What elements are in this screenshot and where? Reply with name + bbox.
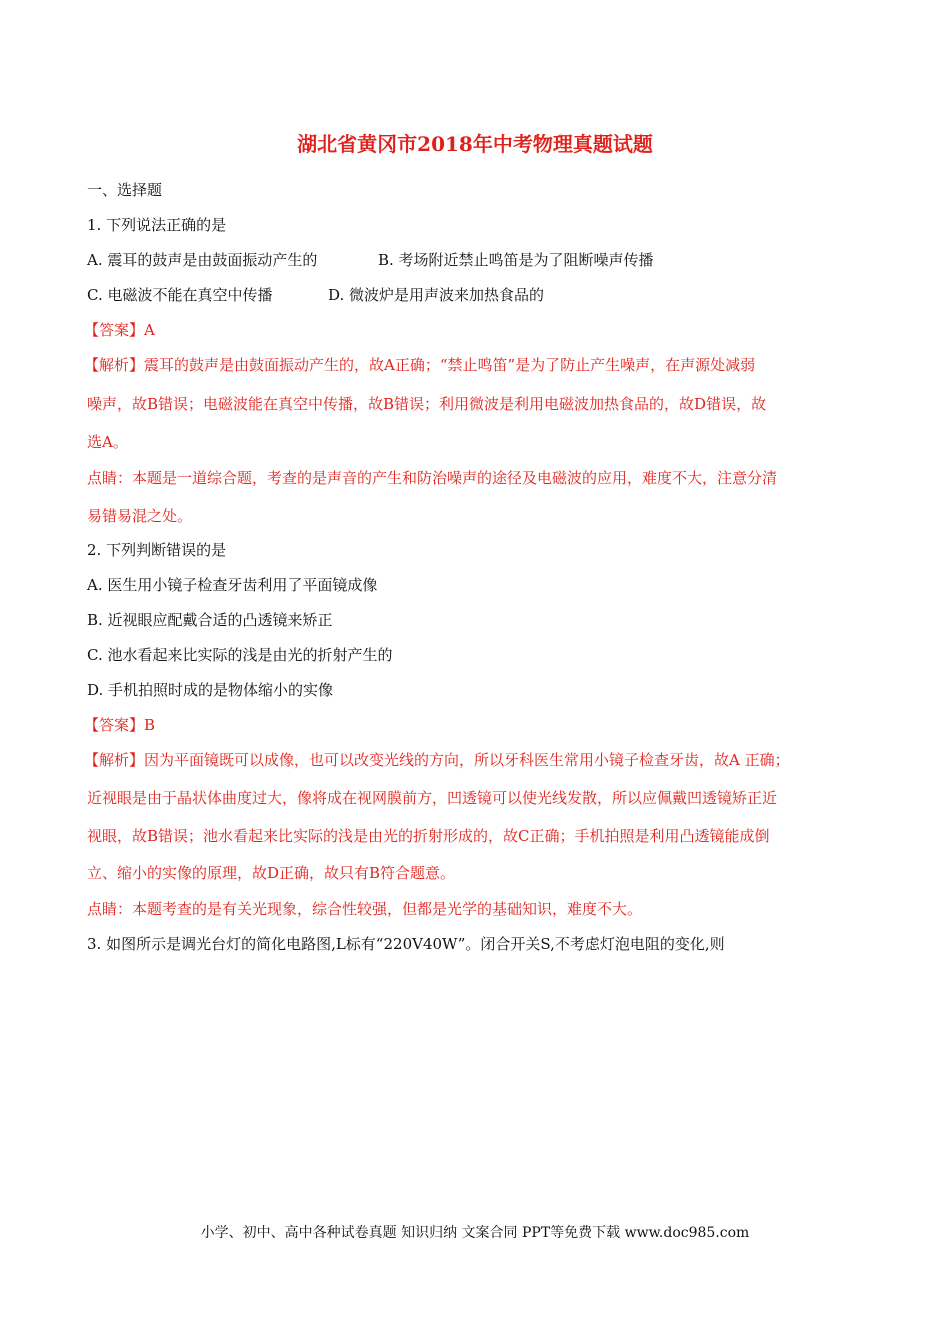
question-2-answer: 【答案】B <box>84 716 156 734</box>
question-2-option-b: B. 近视眼应配戴合适的凸透镜来矫正 <box>87 611 333 629</box>
question-2-analysis-line: 立、缩小的实像的原理，故D正确，故只有B符合题意。 <box>87 864 456 882</box>
question-2-analysis-line: 视眼，故B错误；池水看起来比实际的浅是由光的折射形成的，故C正确；手机拍照是利用凸透镜能成倒 <box>87 827 770 845</box>
question-2-stem: 2. 下列判断错误的是 <box>87 541 227 559</box>
question-1-option-b: B. 考场附近禁止鸣笛是为了阻断噪声传播 <box>378 251 654 269</box>
question-2-option-d: D. 手机拍照时成的是物体缩小的实像 <box>87 681 334 699</box>
question-2-option-c: C. 池水看起来比实际的浅是由光的折射产生的 <box>87 646 393 664</box>
question-1-analysis-line: 【解析】震耳的鼓声是由鼓面振动产生的，故A正确；“禁止鸣笛”是为了防止产生噪声，在声源处减弱 <box>84 356 756 374</box>
question-1-option-c: C. 电磁波不能在真空中传播 <box>87 286 273 304</box>
question-1-analysis-line: 噪声，故B错误；电磁波能在真空中传播，故B错误；利用微波是利用电磁波加热食品的，故D错误，故 <box>87 395 767 413</box>
question-1-option-a: A. 震耳的鼓声是由鼓面振动产生的 <box>87 251 318 269</box>
question-2-note: 点睛：本题考查的是有关光现象，综合性较强，但都是光学的基础知识，难度不大。 <box>87 900 643 918</box>
question-2-analysis-line: 【解析】因为平面镜既可以成像，也可以改变光线的方向，所以牙科医生常用小镜子检查牙齿，故A 正确； <box>84 751 790 769</box>
question-1-answer: 【答案】A <box>84 321 155 339</box>
question-2-option-a: A. 医生用小镜子检查牙齿利用了平面镜成像 <box>87 576 378 594</box>
question-3-stem: 3. 如图所示是调光台灯的简化电路图,L标有“220V40W”。闭合开关S,不考虑灯泡电阻的变化,则 <box>87 935 725 953</box>
question-1-note-line: 易错易混之处。 <box>87 507 193 525</box>
section-heading: 一、选择题 <box>87 181 163 199</box>
question-1-stem: 1. 下列说法正确的是 <box>87 216 227 234</box>
page-title: 湖北省黄冈市2018年中考物理真题试题 <box>297 132 653 156</box>
question-1-option-d: D. 微波炉是用声波来加热食品的 <box>328 286 545 304</box>
question-1-analysis-line: 选A。 <box>87 433 128 451</box>
question-1-note-line: 点睛：本题是一道综合题，考查的是声音的产生和防治噪声的途径及电磁波的应用，难度不大，注意分清 <box>87 469 778 487</box>
question-2-analysis-line: 近视眼是由于晶状体曲度过大，像将成在视网膜前方，凹透镜可以使光线发散，所以应佩戴凹透镜矫正近 <box>87 789 778 807</box>
page-footer: 小学、初中、高中各种试卷真题 知识归纳 文案合同 PPT等免费下载 www.doc985.com <box>200 1225 750 1241</box>
